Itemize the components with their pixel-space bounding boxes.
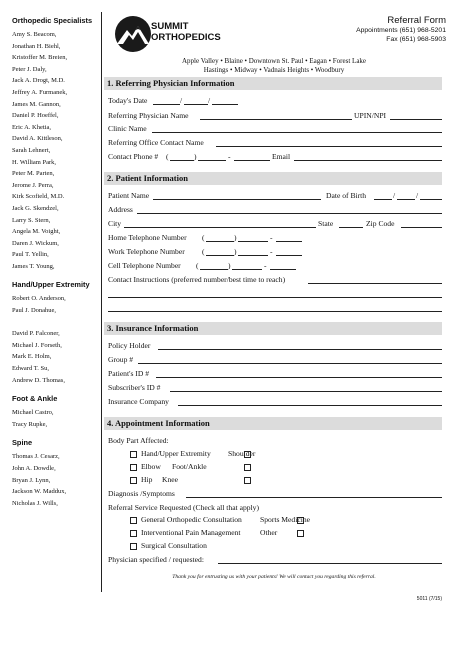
group-label: Group # xyxy=(108,355,134,364)
physician-name: Robert O. Anderson, xyxy=(12,295,66,303)
physician-name: Edward T. Su, xyxy=(12,365,49,373)
hip-option: Hip xyxy=(141,475,153,484)
hip-checkbox[interactable] xyxy=(130,477,137,484)
paren-open: ( xyxy=(166,152,169,161)
office-contact-label: Referring Office Contact Name xyxy=(108,138,204,147)
dob-separator: / xyxy=(393,191,396,200)
physician-name: Kirk Scofield, M.D. xyxy=(12,193,65,201)
work-phone-label: Work Telephone Number xyxy=(108,247,185,256)
clinic-name-field[interactable] xyxy=(152,132,442,133)
locations-line-2: Hastings • Midway • Vadnais Heights • Woodbury xyxy=(203,66,345,74)
phone-dash: - xyxy=(270,233,273,242)
phone-dash: - xyxy=(264,261,267,270)
other-checkbox[interactable] xyxy=(297,530,304,537)
physician-name: Andrew D. Thomas, xyxy=(12,376,65,384)
pain-management-option: Interventional Pain Management xyxy=(141,528,241,537)
physician-name: Tracy Rupke, xyxy=(12,420,48,428)
hand-upper-extremity-option: Hand/Upper Extremity xyxy=(141,449,211,458)
pain-management-checkbox[interactable] xyxy=(130,530,137,537)
brand-name xyxy=(151,22,221,43)
physician-name: H. William Park, xyxy=(12,158,57,166)
home-phone-prefix-field[interactable] xyxy=(238,241,268,242)
email-field[interactable] xyxy=(294,160,442,161)
zip-label: Zip Code xyxy=(366,219,395,228)
form-title: Referral Form xyxy=(387,15,446,26)
work-phone-prefix-field[interactable] xyxy=(238,255,268,256)
physician-name: David P. Falconer, xyxy=(12,330,60,338)
physician-list xyxy=(12,29,98,272)
fax-number: Fax (651) 968-5903 xyxy=(386,36,446,43)
physician-name: James M. Gannon, xyxy=(12,100,61,108)
contact-instructions-field-line-3[interactable] xyxy=(108,311,442,312)
cell-phone-line-field[interactable] xyxy=(270,269,296,270)
contact-instructions-label: Contact Instructions (preferred number/best time to reach) xyxy=(108,275,286,284)
home-phone-line-field[interactable] xyxy=(276,241,302,242)
specialty-heading: Foot & Ankle xyxy=(12,394,58,404)
date-separator: / xyxy=(180,96,183,105)
insurance-company-label: Insurance Company xyxy=(108,397,169,406)
physician-name: Kristoffer M. Breien, xyxy=(12,54,68,62)
physician-name: Jonathan H. Biehl, xyxy=(12,42,61,50)
general-consultation-option: General Orthopedic Consultation xyxy=(141,515,242,524)
physician-name xyxy=(12,317,98,329)
physician-list xyxy=(12,293,98,386)
clinic-name-label: Clinic Name xyxy=(108,124,147,133)
physician-name: James T. Young, xyxy=(12,262,55,270)
physician-name: Nicholas J. Wills, xyxy=(12,499,58,507)
physician-name: John A. Dowdle, xyxy=(12,465,56,472)
other-option: Other xyxy=(260,528,278,537)
zip-field[interactable] xyxy=(401,227,442,228)
physician-name: Peter J. Daly, xyxy=(12,65,47,73)
work-phone-area-field[interactable] xyxy=(206,255,234,256)
specialty-group-hand xyxy=(12,280,98,386)
foot-ankle-option: Foot/Ankle xyxy=(172,462,207,471)
physician-name: Angela M. Voight, xyxy=(12,228,61,236)
paren-close: ) xyxy=(228,261,231,270)
group-field[interactable] xyxy=(138,363,442,364)
upin-label: UPIN/NPI xyxy=(354,111,387,120)
physician-name: Amy S. Beacom, xyxy=(12,31,57,38)
todays-date-label: Today's Date xyxy=(108,96,148,105)
state-label: State xyxy=(318,219,334,228)
elbow-checkbox[interactable] xyxy=(130,464,137,471)
physician-name: Paul J. Donahue, xyxy=(12,307,57,315)
sports-medicine-option: Sports Medicine xyxy=(260,515,310,524)
contact-phone-prefix-field[interactable] xyxy=(198,160,226,161)
locations-line-1: Apple Valley • Blaine • Downtown St. Paul • Eagan • Forest Lake xyxy=(181,57,367,65)
hand-upper-extremity-checkbox[interactable] xyxy=(130,451,137,458)
physician-name: Daniel P. Hoeffel, xyxy=(12,112,59,120)
sidebar-divider xyxy=(101,12,102,592)
dob-day-field[interactable] xyxy=(397,199,415,200)
city-label: City xyxy=(108,219,122,228)
physician-name: Sarah Lehnert, xyxy=(12,146,51,154)
cell-phone-area-field[interactable] xyxy=(200,269,228,270)
address-label: Address xyxy=(108,205,133,214)
dob-separator: / xyxy=(416,191,419,200)
date-separator: / xyxy=(208,96,211,105)
subscriber-id-field[interactable] xyxy=(170,391,442,392)
section-insurance-header: 3. Insurance Information xyxy=(104,322,442,335)
physician-name: Peter M. Parten, xyxy=(12,170,55,178)
section-patient-header: 2. Patient Information xyxy=(104,172,442,185)
knee-option: Knee xyxy=(162,475,179,484)
contact-instructions-field[interactable] xyxy=(308,283,442,284)
section-referring-physician-header: 1. Referring Physician Information xyxy=(104,77,442,90)
physician-name: Jeffrey A. Furmanek, xyxy=(12,88,68,96)
city-field[interactable] xyxy=(124,227,316,228)
upin-field[interactable] xyxy=(390,119,442,120)
phone-dash: - xyxy=(270,247,273,256)
thank-you-note: Thank you for entrusting us with your patients! We will contact you regarding this referral. xyxy=(172,574,376,580)
diagnosis-field[interactable] xyxy=(186,497,442,498)
physician-name: Paul T. Yellin, xyxy=(12,251,49,259)
patient-id-field[interactable] xyxy=(156,377,442,378)
specialty-heading: Hand/Upper Extremity xyxy=(12,280,90,290)
sidebar-physician-directory xyxy=(12,16,98,509)
cell-phone-label: Cell Telephone Number xyxy=(108,261,181,270)
address-field[interactable] xyxy=(137,213,442,214)
physician-list xyxy=(12,407,98,430)
physician-name-field[interactable] xyxy=(200,119,352,120)
shoulder-checkbox[interactable] xyxy=(244,451,251,458)
contact-phone-line-field[interactable] xyxy=(234,160,270,161)
brand-line-2: ORTHOPEDICS xyxy=(151,31,221,43)
physician-name: David A. Kittleson, xyxy=(12,135,63,143)
appointments-phone: Appointments (651) 968-5201 xyxy=(356,27,446,34)
physician-name: Michael J. Forseth, xyxy=(12,341,62,349)
physician-name-label: Referring Physician Name xyxy=(108,111,189,120)
state-field[interactable] xyxy=(339,227,363,228)
physician-name: Mark E. Holm, xyxy=(12,353,52,361)
body-part-label: Body Part Affected: xyxy=(108,436,169,445)
diagnosis-label: Diagnosis /Symptoms xyxy=(108,489,175,498)
physician-name: Jerome J. Perra, xyxy=(12,181,54,189)
physician-requested-label: Physician specified / requested: xyxy=(108,555,204,564)
paren-close: ) xyxy=(234,247,237,256)
specialty-group-foot xyxy=(12,394,98,430)
elbow-option: Elbow xyxy=(141,462,161,471)
physician-list xyxy=(12,451,98,509)
contact-phone-label: Contact Phone # xyxy=(108,152,159,161)
section-appointment-header: 4. Appointment Information xyxy=(104,417,442,430)
physician-name: Eric A. Khetia, xyxy=(12,123,51,131)
paren-open: ( xyxy=(202,247,205,256)
physician-name: Michael Castro, xyxy=(12,409,54,417)
specialty-group-spine xyxy=(12,438,98,509)
contact-phone-area-field[interactable] xyxy=(170,160,194,161)
foot-ankle-checkbox[interactable] xyxy=(244,464,251,471)
office-contact-field[interactable] xyxy=(216,146,442,147)
specialty-heading: Orthopedic Specialists xyxy=(12,16,93,25)
physician-name: Thomas J. Cesarz, xyxy=(12,453,60,461)
paren-open: ( xyxy=(202,233,205,242)
patient-name-label: Patient Name xyxy=(108,191,150,200)
general-consultation-checkbox[interactable] xyxy=(130,517,137,524)
work-phone-line-field[interactable] xyxy=(276,255,302,256)
paren-close: ) xyxy=(234,233,237,242)
date-month-field[interactable] xyxy=(153,104,180,105)
cell-phone-prefix-field[interactable] xyxy=(232,269,262,270)
sports-medicine-checkbox[interactable] xyxy=(297,517,304,524)
contact-instructions-field-line-2[interactable] xyxy=(108,297,442,298)
policy-holder-field[interactable] xyxy=(158,349,442,350)
brand-line-1: SUMMIT xyxy=(151,21,189,32)
specialty-group-orthopedic xyxy=(12,16,98,272)
surgical-consultation-checkbox[interactable] xyxy=(130,543,137,550)
dob-year-field[interactable] xyxy=(420,199,442,200)
physician-name: Daren J. Wickum, xyxy=(12,239,59,247)
patient-name-field[interactable] xyxy=(153,199,321,200)
summit-mountain-logo-icon xyxy=(113,14,153,54)
policy-holder-label: Policy Holder xyxy=(108,341,151,350)
specialty-heading: Spine xyxy=(12,438,33,448)
date-year-field[interactable] xyxy=(212,104,238,105)
email-label: Email xyxy=(272,152,291,161)
home-phone-area-field[interactable] xyxy=(206,241,234,242)
paren-close: ) xyxy=(194,152,197,161)
subscriber-id-label: Subscriber's ID # xyxy=(108,383,161,392)
physician-name: Bryan J. Lynn, xyxy=(12,476,51,484)
surgical-consultation-option: Surgical Consultation xyxy=(141,541,207,550)
shoulder-option: Shoulder xyxy=(228,449,256,458)
date-day-field[interactable] xyxy=(184,104,208,105)
insurance-company-field[interactable] xyxy=(178,405,442,406)
physician-requested-field[interactable] xyxy=(218,563,442,564)
physician-name: Jack G. Skendzel, xyxy=(12,204,59,212)
dob-month-field[interactable] xyxy=(374,199,392,200)
knee-checkbox[interactable] xyxy=(244,477,251,484)
dob-label: Date of Birth xyxy=(326,191,367,200)
home-phone-label: Home Telephone Number xyxy=(108,233,187,242)
physician-name: Jack A. Drogt, M.D. xyxy=(12,77,65,85)
physician-name: Jackson W. Maddux, xyxy=(12,488,67,496)
service-requested-label: Referral Service Requested (Check all that apply) xyxy=(108,503,259,512)
patient-id-label: Patient's ID # xyxy=(108,369,150,378)
form-code: 5011 (7/15) xyxy=(416,596,442,602)
paren-open: ( xyxy=(196,261,199,270)
phone-dash: - xyxy=(228,152,231,161)
physician-name: Larry S. Stern, xyxy=(12,216,51,224)
